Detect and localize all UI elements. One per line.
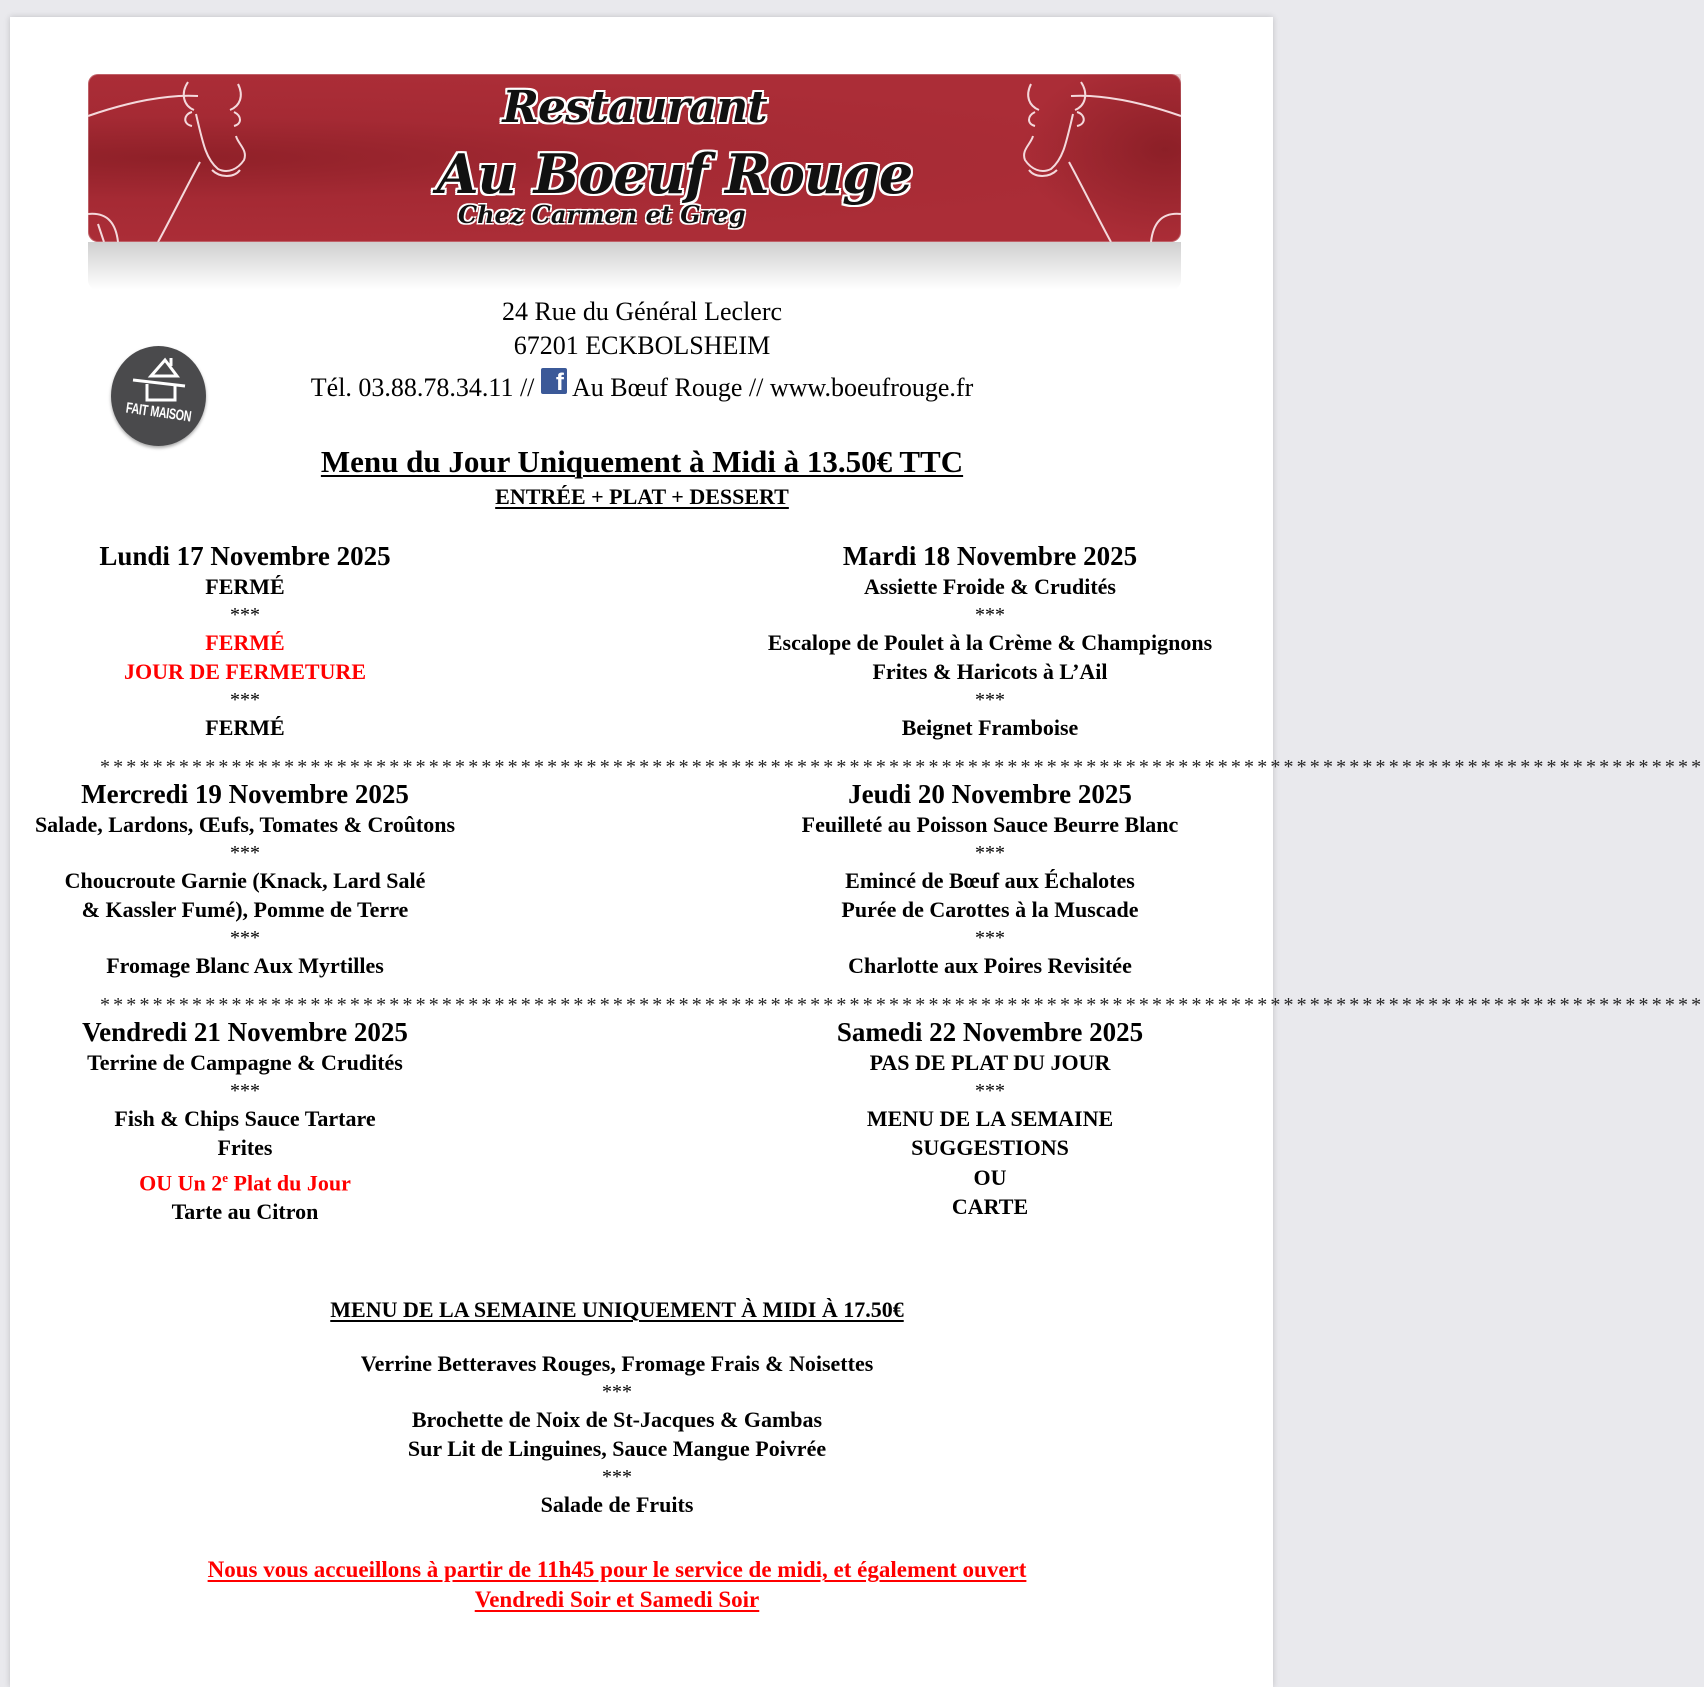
banner-reflection (88, 242, 1181, 290)
address-street: 24 Rue du Général Leclerc (501, 297, 783, 326)
row-separator: ************************************************************************************************************************** (100, 994, 1704, 1016)
row-separator: ************************************************************************************************************************** (100, 756, 1704, 778)
day-title: Mardi 18 Novembre 2025 (842, 541, 1138, 571)
dessert: Salade de Fruits (540, 1491, 694, 1517)
address-city: 67201 ECKBOLSHEIM (513, 331, 771, 360)
day-block-samedi (730, 1016, 1250, 1222)
alternative-dish: OU Un 2e Plat du Jour (139, 1169, 351, 1195)
starter: Terrine de Campagne & Crudités (87, 1050, 403, 1075)
main-line: Choucroute Garnie (Knack, Lard Salé (64, 867, 426, 893)
main-line: FERMÉ (205, 629, 285, 655)
course-separator: *** (602, 1465, 632, 1488)
day-block-mercredi (0, 778, 490, 980)
day-block-vendredi (0, 1016, 490, 1227)
starter: Assiette Froide & Crudités (864, 574, 1116, 599)
day-title: Mercredi 19 Novembre 2025 (81, 779, 409, 809)
dessert: Tarte au Citron (171, 1199, 319, 1225)
day-title: Vendredi 21 Novembre 2025 (82, 1017, 408, 1047)
day-block-mardi (730, 540, 1250, 742)
banner-subtitle: Chez Carmen et Greg (458, 200, 746, 229)
course-separator: *** (230, 841, 260, 864)
dessert: FERMÉ (205, 714, 285, 740)
facebook-icon[interactable]: f (541, 368, 567, 394)
contact-line (0, 368, 1284, 405)
course-separator: *** (230, 603, 260, 626)
facebook-page-name[interactable]: Au Bœuf Rouge (571, 373, 743, 402)
dessert: Fromage Blanc Aux Myrtilles (106, 952, 384, 978)
menu-du-jour-subtitle: ENTRÉE + PLAT + DESSERT (495, 484, 789, 509)
starter: Salade, Lardons, Œufs, Tomates & Croûtons (34, 812, 456, 837)
main-line: Escalope de Poulet à la Crème & Champignons (767, 629, 1213, 655)
dessert: Beignet Framboise (901, 714, 1079, 740)
fait-maison-label: FAIT MAISON (124, 399, 193, 426)
course-separator: *** (975, 926, 1005, 949)
main-line: Brochette de Noix de St-Jacques & Gambas (411, 1406, 823, 1432)
starter: Verrine Betteraves Rouges, Fromage Frais & Noisettes (360, 1351, 874, 1376)
course-separator: *** (975, 841, 1005, 864)
day-title: Samedi 22 Novembre 2025 (836, 1017, 1144, 1047)
main-line: Emincé de Bœuf aux Échalotes (845, 867, 1135, 893)
course-separator: *** (230, 688, 260, 711)
opening-notice (0, 1555, 1234, 1615)
banner-title-name: Au Boeuf Rouge (436, 142, 913, 206)
main-line: & Kassler Fumé), Pomme de Terre (81, 897, 409, 922)
course-separator: *** (975, 1079, 1005, 1102)
main-line: Sur Lit de Linguines, Sauce Mangue Poivrée (407, 1436, 827, 1461)
menu-du-jour-title: Menu du Jour Uniquement à Midi à 13.50€ TTC (320, 444, 964, 479)
main-line: SUGGESTIONS (911, 1135, 1069, 1160)
phone-number: Tél. 03.88.78.34.11 // (310, 373, 535, 402)
menu-semaine-block (0, 1349, 1234, 1519)
main-line: JOUR DE FERMETURE (123, 659, 366, 684)
course-separator: *** (602, 1380, 632, 1403)
main-line: CARTE (951, 1194, 1029, 1219)
starter: Feuilleté au Poisson Sauce Beurre Blanc (801, 812, 1179, 837)
starter: FERMÉ (205, 574, 285, 599)
course-separator: *** (975, 688, 1005, 711)
main-line: Frites & Haricots à L’Ail (872, 659, 1108, 684)
day-title: Jeudi 20 Novembre 2025 (848, 779, 1132, 809)
restaurant-banner (88, 74, 1181, 242)
course-separator: *** (230, 1079, 260, 1102)
course-separator: *** (230, 926, 260, 949)
dessert: Charlotte aux Poires Revisitée (848, 952, 1132, 978)
day-title: Lundi 17 Novembre 2025 (99, 541, 391, 571)
opening-notice-line2: Vendredi Soir et Samedi Soir (474, 1587, 760, 1612)
starter: PAS DE PLAT DU JOUR (869, 1050, 1111, 1075)
banner-title-restaurant: Restaurant (502, 82, 767, 133)
opening-notice-line1: Nous vous accueillons à partir de 11h45 pour le service de midi, et également ouvert (207, 1557, 1027, 1582)
main-line: MENU DE LA SEMAINE (866, 1105, 1114, 1131)
day-block-jeudi (730, 778, 1250, 980)
day-block-lundi (0, 540, 490, 742)
course-separator: *** (975, 603, 1005, 626)
main-line: Frites (217, 1135, 273, 1160)
main-line: OU (973, 1164, 1007, 1190)
menu-semaine-title: MENU DE LA SEMAINE UNIQUEMENT À MIDI À 17.50€ (330, 1297, 904, 1322)
main-line: Purée de Carottes à la Muscade (841, 897, 1139, 922)
main-line: Fish & Chips Sauce Tartare (114, 1105, 376, 1131)
website-link[interactable]: // www.boeufrouge.fr (748, 373, 974, 402)
